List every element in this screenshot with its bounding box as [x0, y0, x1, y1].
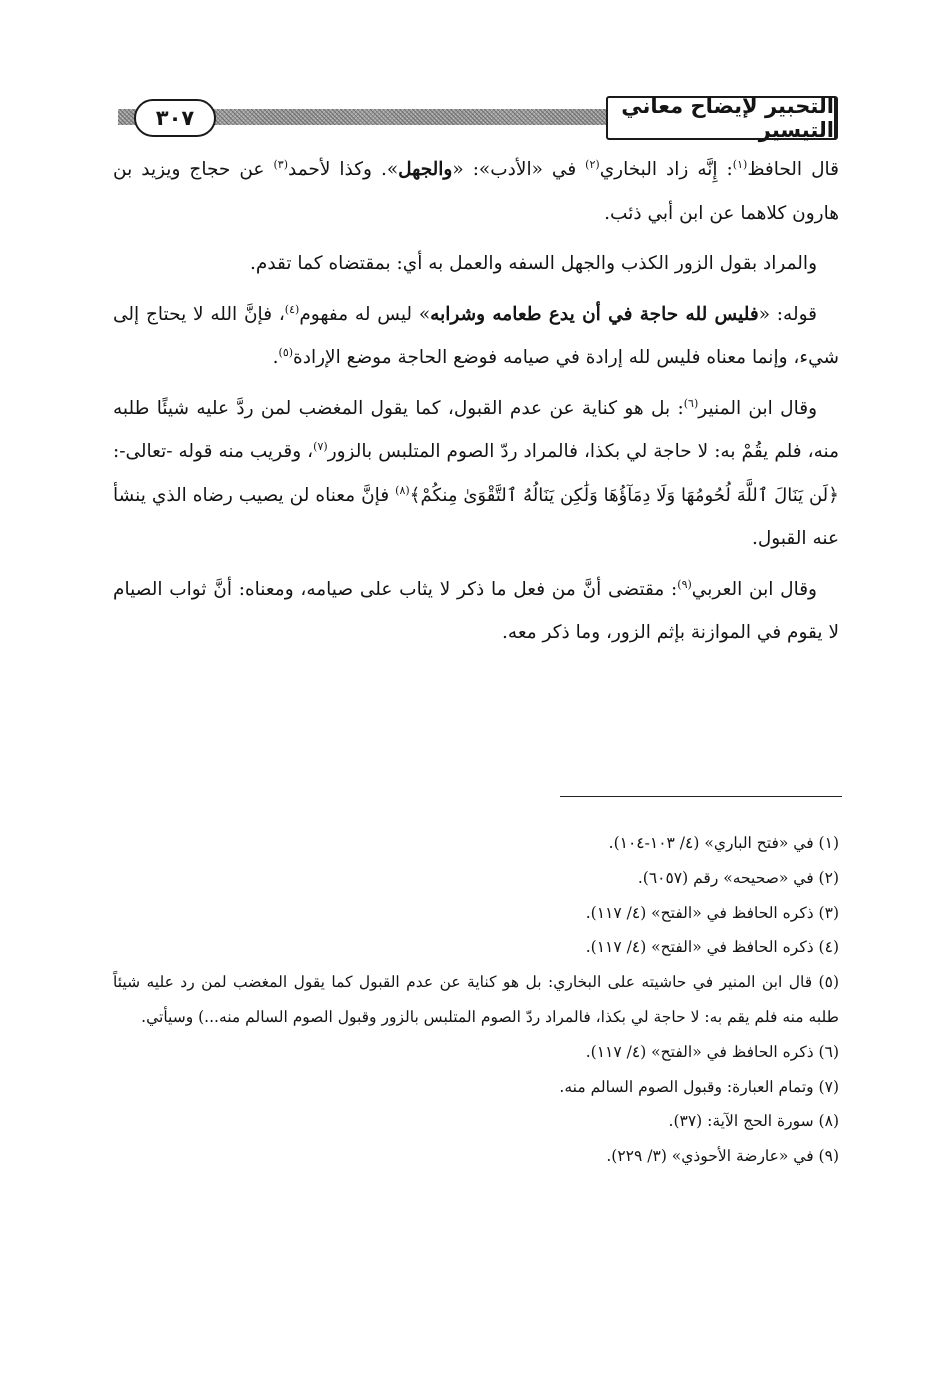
hadith-quote: فليس لله حاجة في أن يدع طعامه وشرابه: [430, 303, 759, 325]
footnote-ref-1[interactable]: (١): [732, 157, 748, 171]
footnote-9: (٩) في «عارضة الأحوذي» (٣/ ٢٢٩).: [606, 1147, 839, 1166]
quran-verse: لَن يَنَالَ ٱللَّهَ لُحُومُهَا وَلَا دِمَآؤُهَا وَلَٰكِن يَنَالُهُ ٱلتَّقْوَىٰ مِنكُمْ: [420, 484, 829, 506]
book-title: التحبير لإيضاح معاني التيسير: [606, 96, 838, 140]
text-run: في «الأدب»: «: [452, 159, 586, 180]
footnote-ref-6[interactable]: (٦): [683, 396, 699, 410]
text-run: عن حجاج ويزيد بن هارون كلاهما عن ابن أبي ذئب.: [113, 159, 839, 224]
footnote-ref-5[interactable]: (٥): [278, 345, 294, 359]
text-run: : إِنَّه زاد البخاري: [599, 159, 733, 180]
paragraph-2: والمراد بقول الزور الكذب والجهل السفه والعمل به أي: بمقتضاه كما تقدم.: [249, 253, 817, 274]
page-header: [118, 96, 838, 140]
footnote-ref-9[interactable]: (٩): [677, 577, 692, 591]
footnote-7: (٧) وتمام العبارة: وقبول الصوم السالم منه.: [559, 1077, 839, 1096]
footnote-3: (٣) ذكره الحافظ في «الفتح» (٤/ ١١٧).: [585, 903, 839, 922]
text-run: قال الحافظ: [747, 159, 839, 180]
text-run: » ليس له مفهوم: [299, 303, 431, 325]
footnote-4: (٤) ذكره الحافظ في «الفتح» (٤/ ١١٧).: [585, 938, 839, 957]
text-run: ». وكذا لأحمد: [287, 159, 399, 180]
main-text: [113, 148, 839, 662]
footnote-5: (٥) قال ابن المنير في حاشيته على البخاري: بل هو كناية عن عدم القبول كما يقول المغضب لمن رد عليه شيئاً طلبه منه فلم يقم به: لا حاجة لي بكذا، فالمراد ردّ الصوم المتلبس بالزور وقبول الصوم السالم منه...) وسيأتي.: [113, 973, 839, 1026]
footnote-separator: [560, 796, 842, 797]
footnote-ref-4[interactable]: (٤): [284, 302, 300, 316]
text-run: وقال ابن المنير: [698, 397, 818, 419]
text-run: قوله: «: [758, 303, 817, 325]
paragraph-4: [113, 387, 839, 561]
text-run: وقال ابن العربي: [691, 578, 817, 600]
paragraph-5: [113, 568, 839, 655]
text-run: .: [272, 347, 279, 368]
text-run: : بل هو كناية عن عدم القبول، كما يقول المغضب لمن ردَّ عليه شيئًا طلبه منه، فلم يقُمْ به: لا حاجة لي بكذا، فالمراد ردّ الصوم المتلبس بالزور: [113, 397, 839, 462]
text-run: فإنَّ معناه لن يصيب رضاه الذي ينشأ عنه القبول.: [113, 484, 839, 549]
text-run: ﴾: [409, 484, 421, 506]
bold-phrase: والجهل: [398, 159, 453, 180]
footnotes: [113, 826, 839, 1174]
paragraph-1: [113, 148, 839, 235]
footnote-8: (٨) سورة الحج الآية: (٣٧).: [668, 1112, 839, 1131]
footnote-ref-7[interactable]: (٧): [313, 439, 328, 453]
text-run: ، فإنَّ الله لا يحتاج إلى شيء، وإنما معناه فليس لله إرادة في صيامه فوضع الحاجة موضع الإرادة: [113, 303, 839, 368]
footnote-ref-8[interactable]: (٨): [395, 483, 410, 497]
footnote-ref-2[interactable]: (٢): [585, 157, 600, 171]
footnote-ref-3[interactable]: (٣): [273, 157, 288, 171]
paragraph-3: [113, 293, 839, 380]
footnote-2: (٢) في «صحيحه» رقم (٦٠٥٧).: [637, 868, 839, 887]
footnote-6: (٦) ذكره الحافظ في «الفتح» (٤/ ١١٧).: [585, 1042, 839, 1061]
footnote-1: (١) في «فتح الباري» (٤/ ١٠٣-١٠٤).: [608, 834, 839, 852]
page-number: ٣٠٧: [134, 99, 216, 137]
text-run: ، وقريب منه قوله -تعالى-: ﴿: [113, 441, 840, 506]
text-run: : مقتضى أنَّ من فعل ما ذكر لا يثاب على صيامه، ومعناه: أنَّ ثواب الصيام لا يقوم في الموازنة بإثم الزور، وما ذكر معه.: [113, 578, 839, 643]
